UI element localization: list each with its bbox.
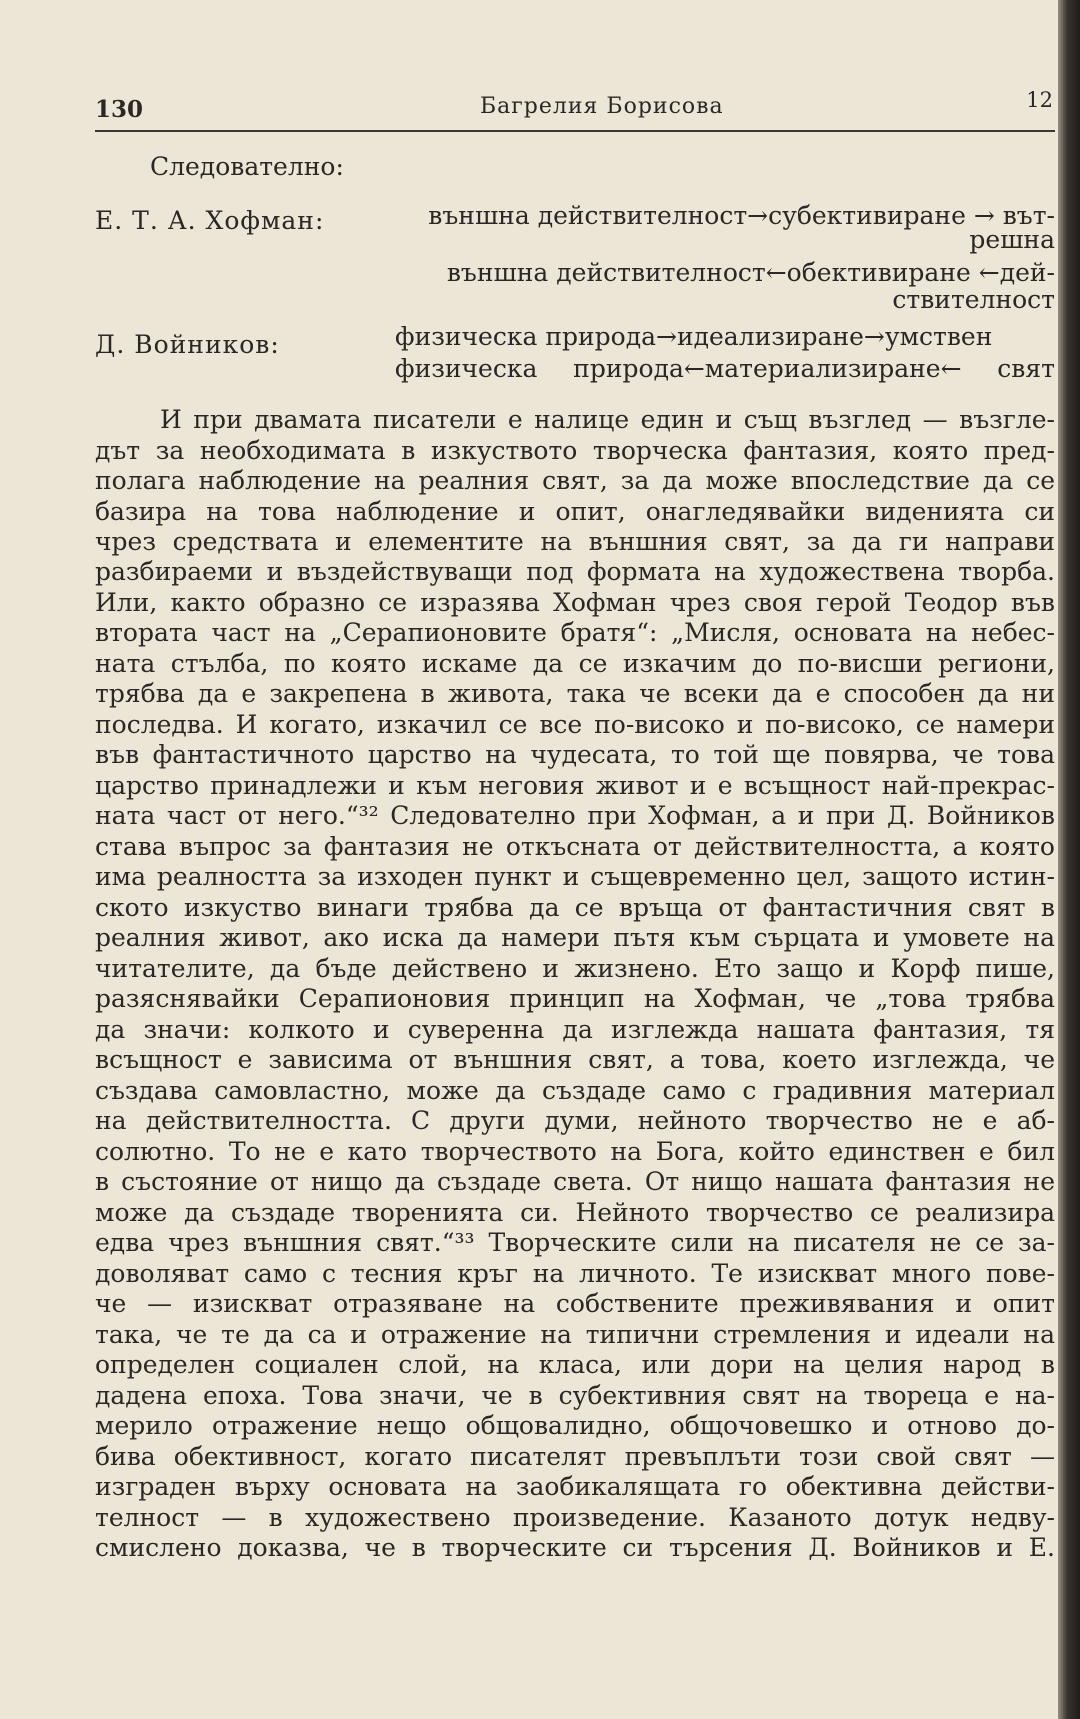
body-line: Или, както образно се изразява Хофман чрез своя герой Теодор във — [95, 588, 1055, 617]
next-page-fragment: 12 — [1026, 88, 1053, 112]
hoffmann-line-1: външна действителност→субективиране → вът- — [428, 201, 1055, 230]
body-line: в състояние от нищо да създаде света. От нищо нашата фантазия не — [95, 1167, 1055, 1196]
body-line: мерило отражение нещо общовалидно, общочовешко и отново до- — [95, 1411, 1055, 1440]
body-line: има реалността за изходен пункт и същевременно цел, защото истин- — [95, 862, 1055, 891]
body-line: бива обективност, когато писателят превъплъти този свой свят — — [95, 1442, 1055, 1471]
body-line: ната част от него.“³² Следователно при Хофман, а и при Д. Войников — [95, 801, 1055, 830]
page-header — [95, 88, 1055, 132]
body-line: царство принадлежи и към неговия живот и е всъщност най-прекрас- — [95, 771, 1055, 800]
body-line: разбираеми и въздействуващи под формата на художествена творба. — [95, 557, 1055, 586]
body-line: солютно. То не е като творчеството на Бога, който единствен е бил — [95, 1137, 1055, 1166]
hoffmann-line-2: решна — [969, 225, 1055, 254]
body-line: едва чрез външния свят.“³³ Творческите сили на писателя не се за- — [95, 1228, 1055, 1257]
body-line: смислено доказва, че в творческите си търсения Д. Войников и Е. — [95, 1533, 1055, 1562]
body-line: определен социален слой, на класа, или дори на целия народ в — [95, 1350, 1055, 1379]
hoffmann-line-3: външна действителност←обективиране ←дей- — [446, 258, 1055, 287]
voinikov-line-2: физическа природа←материализиране← свят — [395, 354, 1055, 383]
body-line: полага наблюдение на реалния свят, за да може впоследствие да се — [95, 466, 1055, 495]
body-line: втората част на „Серапионовите братя“: „Мисля, основата на небес- — [95, 618, 1055, 647]
body-line: трябва да е закрепена в живота, така че всеки да е способен да ни — [95, 679, 1055, 708]
body-line: доволяват само с тесния кръг на личното. Те изискват много пове- — [95, 1259, 1055, 1288]
body-line: изграден върху основата на заобикалящата го обективна действи- — [95, 1472, 1055, 1501]
hoffmann-label: Е. Т. А. Хофман: — [95, 206, 325, 235]
body-line: създава самовластно, може да създаде само с градивния материал — [95, 1076, 1055, 1105]
body-line: всъщност е зависима от външния свят, а това, което изглежда, че — [95, 1045, 1055, 1074]
hoffmann-line-4: ствителност — [892, 285, 1055, 314]
body-line: базира на това наблюдение и опит, онагледявайки виденията си — [95, 497, 1055, 526]
body-line: разяснявайки Серапионовия принцип на Хофман, че „това трябва — [95, 984, 1055, 1013]
body-line: дът за необходимата в изкуството творческа фантазия, която пред- — [95, 436, 1055, 465]
body-line: така, че те да са и отражение на типични стремления и идеали на — [95, 1320, 1055, 1349]
running-head: Багрелия Борисова — [480, 94, 724, 119]
body-line: телност — в художествено произведение. Казаното дотук недву- — [95, 1503, 1055, 1532]
scheme-intro: Следователно: — [150, 152, 344, 181]
voinikov-line-1: физическа природа→идеализиране→умствен — [395, 322, 993, 351]
page-number: 130 — [95, 96, 144, 123]
body-line: във фантастичното царство на чудесата, то той ще повярва, че това — [95, 740, 1055, 769]
header-rule — [95, 130, 1055, 132]
body-line: И при двамата писатели е налице един и същ възглед — възгле- — [160, 405, 1055, 434]
body-line: че — изискват отразяване на собствените преживявания и опит — [95, 1289, 1055, 1318]
page-binding-edge — [1058, 0, 1080, 1719]
body-line: дадена епоха. Това значи, че в субективния свят на твореца е на- — [95, 1381, 1055, 1410]
body-line: става въпрос за фантазия не откъсната от действителността, а която — [95, 832, 1055, 861]
body-line: може да създаде творенията си. Нейното творчество се реализира — [95, 1198, 1055, 1227]
voinikov-label: Д. Войников: — [95, 330, 280, 359]
body-line: ското изкуство винаги трябва да се връща от фантастичния свят в — [95, 893, 1055, 922]
body-line: последва. И когато, изкачил се все по-високо и по-високо, се намери — [95, 710, 1055, 739]
body-line: реалния живот, ако иска да намери пътя към сърцата и умовете на — [95, 923, 1055, 952]
body-line: чрез средствата и елементите на външния свят, за да ги направи — [95, 527, 1055, 556]
body-line: читателите, да бъде действено и жизнено. Ето защо и Корф пише, — [95, 954, 1055, 983]
body-line: на действителността. С други думи, нейното творчество не е аб- — [95, 1106, 1055, 1135]
body-line: ната стълба, по която искаме да се изкачим до по-висши региони, — [95, 649, 1055, 678]
body-line: да значи: колкото и суверенна да изглежда нашата фантазия, тя — [95, 1015, 1055, 1044]
